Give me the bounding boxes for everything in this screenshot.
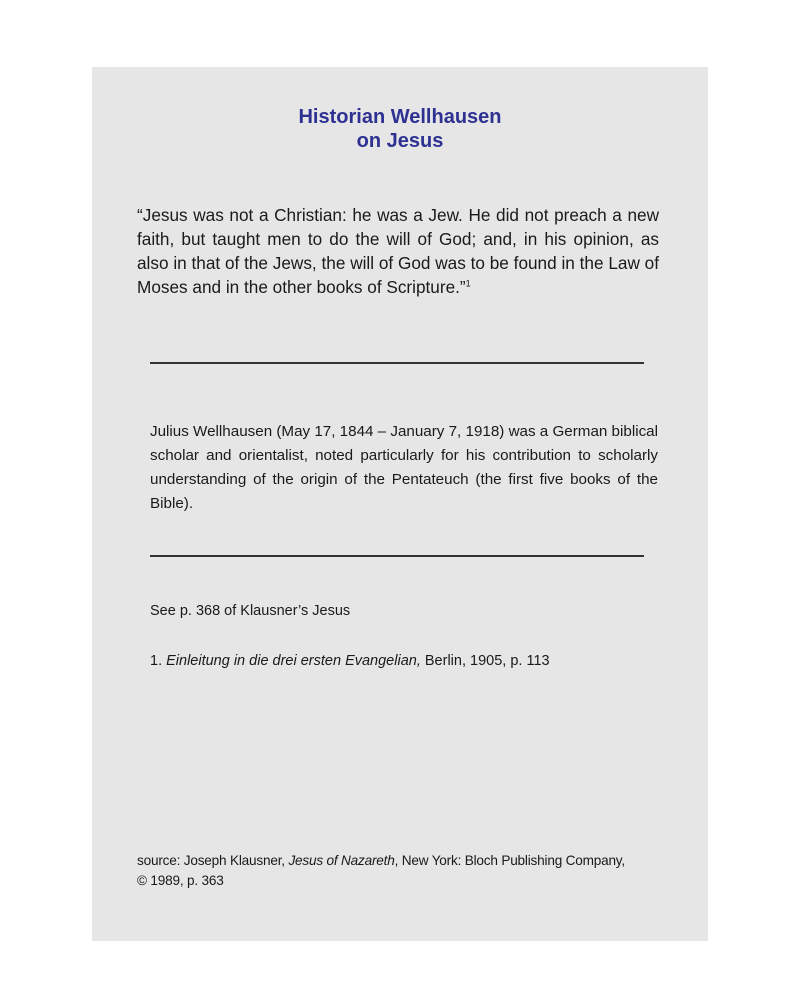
page-title (92, 105, 708, 153)
title-line-1: Historian Wellhausen (298, 106, 502, 128)
divider-top (150, 362, 644, 364)
footnote-marker: 1 (465, 278, 471, 289)
source-publisher: , New York: Bloch Publishing Company, (394, 853, 625, 868)
footnote-book-title: Einleitung in die drei ersten Evangelian, (166, 653, 421, 669)
biography-paragraph: Julius Wellhausen (May 17, 1844 – January 7, 1918) was a German biblical scholar and orientalist, noted particularly for his contribution to scholarly understanding of the origin of the Pentateuch (the first five books of the Bible). (150, 423, 658, 512)
source-book-title: Jesus of Nazareth (288, 853, 395, 868)
source-copyright: © 1989, p. 363 (137, 873, 224, 888)
footnote-details: Berlin, 1905, p. 113 (424, 653, 550, 669)
footnote-number: 1. (150, 653, 163, 669)
wellhausen-quote (137, 203, 659, 299)
title-line-2: on Jesus (356, 130, 444, 152)
document-card (92, 67, 708, 941)
footnote (150, 653, 550, 669)
see-also-note: See p. 368 of Klausner’s Jesus (150, 603, 351, 619)
divider-bottom (150, 555, 644, 557)
source-prefix: source: Joseph Klausner, (137, 853, 285, 868)
source-citation (137, 851, 667, 891)
quote-text: “Jesus was not a Christian: he was a Jew. He did not preach a new faith, but taught men to do the will of God; and, in his opinion, as also in that of the Jews, the will of God was to be found in the Law of Moses and in the other books of Scripture.” (137, 205, 659, 297)
